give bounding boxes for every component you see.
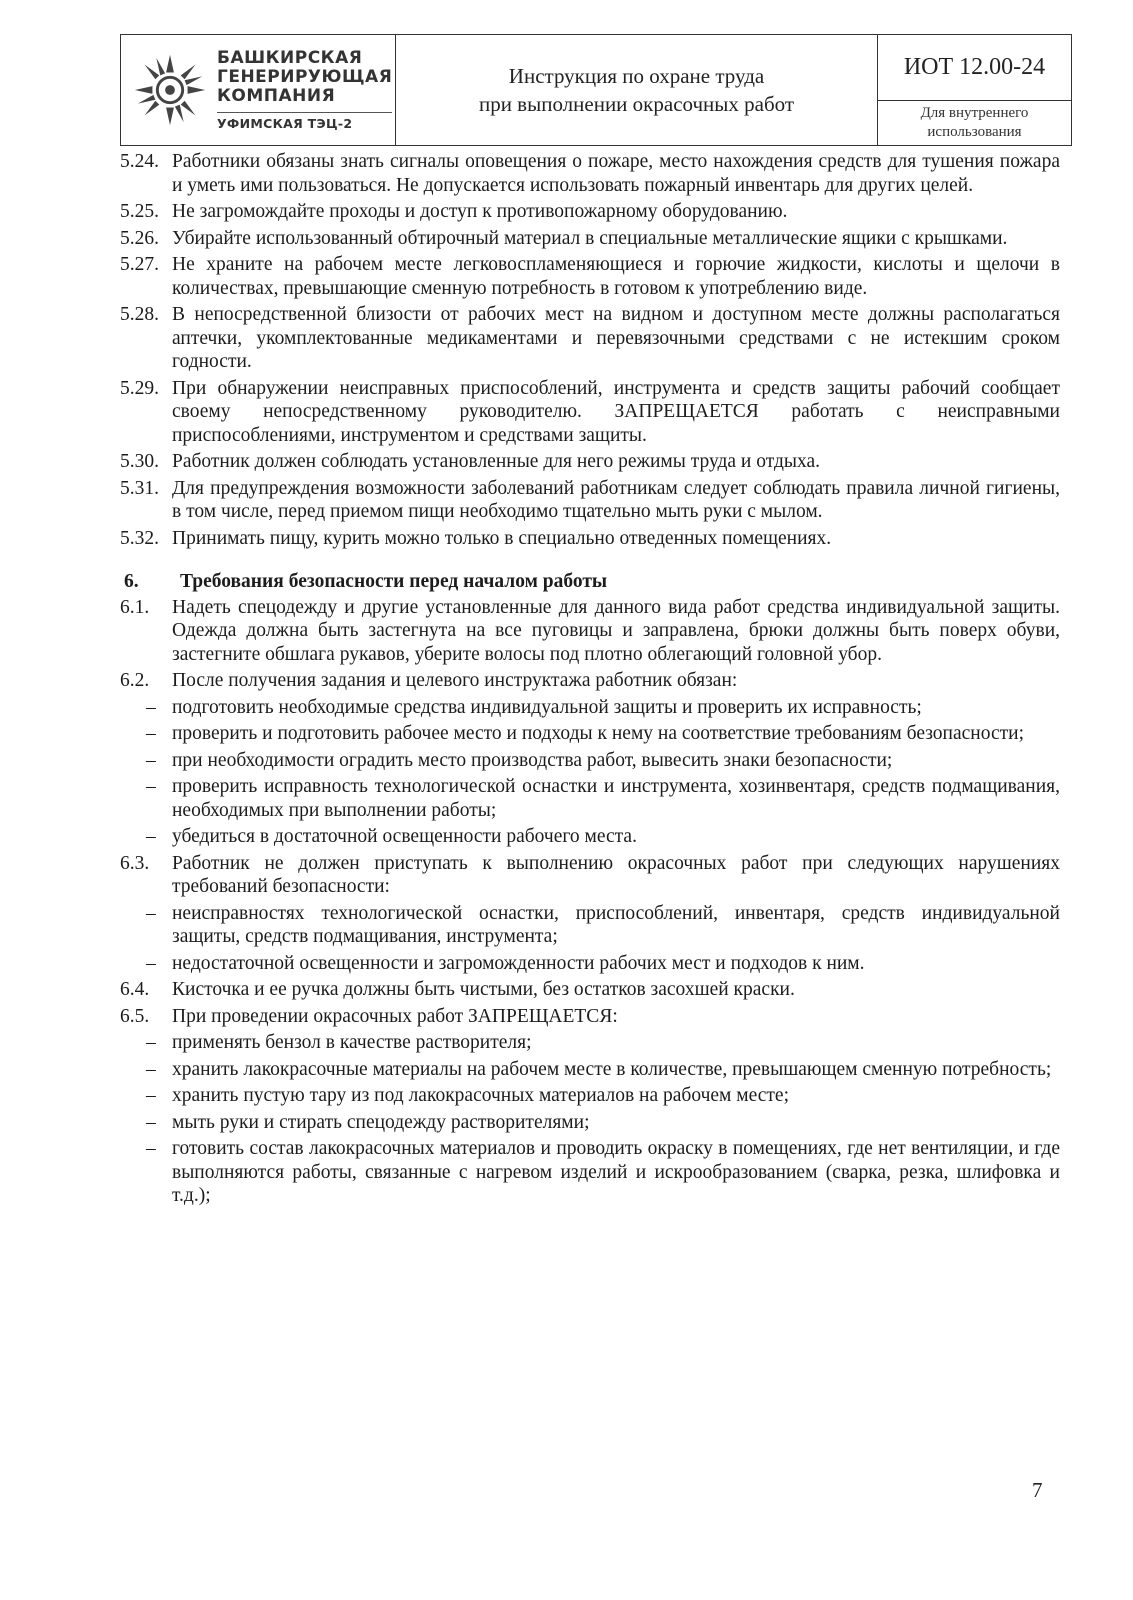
- item-text: Надеть спецодежду и другие установленные для данного вида работ средства индивидуальной защиты. Одежда должна быть застегнута на все пуговицы и заправлена, брюки должны быть поверх обуви, застегните обшлага рукавов, уберите волосы под плотно облегающий головной убор.: [172, 596, 1060, 665]
- item-text: В непосредственной близости от рабочих мест на видном и доступном месте должны располагаться аптечки, укомплектованные медикаментами и перевязочными средствами с не истекшим сроком годности.: [172, 304, 1060, 372]
- item-text: При проведении окрасочных работ ЗАПРЕЩАЕТСЯ:: [172, 1005, 618, 1027]
- list-item: [120, 477, 1060, 524]
- bullet-text: проверить исправность технологической оснастки и инструмента, хозинвентаря, средств подмащивания, необходимых при выполнении работы;: [172, 776, 1060, 821]
- list-item: [120, 978, 1060, 1002]
- bullet-dash: –: [146, 952, 156, 974]
- document-code: ИОТ 12.00-24: [878, 35, 1071, 101]
- bullet-item: [146, 1084, 1060, 1108]
- bullet-dash: –: [146, 1058, 156, 1080]
- company-name-line3: КОМПАНИЯ: [217, 86, 336, 106]
- bullet-dash: –: [146, 826, 156, 847]
- bullet-text: убедиться в достаточной освещенности рабочего места.: [172, 826, 637, 847]
- company-name-line1: БАШКИРСКАЯ: [217, 48, 363, 68]
- bullet-dash: –: [146, 723, 156, 744]
- bullet-dash: –: [146, 1111, 156, 1133]
- company-name: [217, 49, 392, 131]
- list-item: [120, 227, 1060, 251]
- bullet-dash: –: [146, 1032, 156, 1053]
- item-text: Убирайте использованный обтирочный материал в специальные металлические ящики с крышками.: [172, 227, 1008, 249]
- document-title: [396, 35, 878, 145]
- bullet-list-6-2: [120, 696, 1060, 849]
- item-number: 5.30.: [120, 451, 159, 472]
- list-item: [120, 527, 1060, 551]
- item-number: 6.5.: [120, 1005, 150, 1027]
- bullet-text: применять бензол в качестве растворителя;: [172, 1032, 532, 1053]
- bullet-dash: –: [146, 1138, 156, 1159]
- item-text: Работник должен соблюдать установленные для него режимы труда и отдыха.: [172, 451, 821, 472]
- bullet-item: [146, 902, 1060, 949]
- bullet-text: недостаточной освещенности и загроможденности рабочих мест и подходов к ним.: [172, 952, 865, 974]
- list-item: [120, 669, 1060, 693]
- bullet-text: подготовить необходимые средства индивидуальной защиты и проверить их исправность;: [172, 696, 922, 718]
- bullet-item: [146, 1137, 1060, 1208]
- document-meta: [878, 35, 1071, 145]
- branch-name: УФИМСКАЯ ТЭЦ-2: [217, 112, 392, 131]
- document-header: [120, 34, 1072, 146]
- item-text: Не храните на рабочем месте легковоспламеняющиеся и горючие жидкости, кислоты и щелочи в количествах, превышающие сменную потребность в готовом к употреблению виде.: [172, 254, 1060, 299]
- section-number: 6.: [124, 571, 139, 592]
- document-title-line1: Инструкция по охране труда: [508, 64, 765, 88]
- item-number: 6.4.: [120, 979, 150, 1000]
- bullet-dash: –: [146, 902, 156, 924]
- item-text: Работник не должен приступать к выполнению окрасочных работ при следующих нарушениях требований безопасности:: [172, 852, 1060, 897]
- bullet-text: готовить состав лакокрасочных материалов и проводить окраску в помещениях, где нет вентиляции, и где выполняются работы, связанные с нагревом изделий и искрообразованием (сварка, резка, шлифовка и т.д.);: [172, 1138, 1060, 1206]
- bullet-item: [146, 775, 1060, 822]
- bullet-item: [146, 825, 1060, 849]
- bullet-item: [146, 1058, 1060, 1082]
- item-text: После получения задания и целевого инструктажа работник обязан:: [172, 670, 738, 691]
- item-text: Не загромождайте проходы и доступ к противопожарному оборудованию.: [172, 201, 788, 222]
- bullet-list-6-3: [120, 902, 1060, 976]
- document-body: [120, 150, 1060, 1211]
- bullet-dash: –: [146, 776, 156, 797]
- item-number: 6.2.: [120, 670, 150, 691]
- item-number: 5.26.: [120, 227, 159, 249]
- bullet-list-6-5: [120, 1031, 1060, 1208]
- section-6-heading: [120, 570, 1060, 594]
- bullet-item: [146, 952, 1060, 976]
- bullet-text: при необходимости оградить место производства работ, вывесить знаки безопасности;: [172, 749, 893, 771]
- bullet-item: [146, 696, 1060, 720]
- item-number: 5.24.: [120, 151, 159, 172]
- bullet-text: хранить пустую тару из под лакокрасочных материалов на рабочем месте;: [172, 1085, 790, 1106]
- list-item: [120, 303, 1060, 374]
- section-5-items: [120, 150, 1060, 550]
- item-text: Работники обязаны знать сигналы оповещения о пожаре, место нахождения средств для тушения пожара и уметь ими пользоваться. Не допускается использовать пожарный инвентарь для других целей.: [172, 151, 1060, 196]
- company-name-line2: ГЕНЕРИРУЮЩАЯ: [217, 67, 393, 87]
- bullet-text: проверить и подготовить рабочее место и подходы к нему на соответствие требованиям безопасности;: [172, 723, 1024, 744]
- item-number: 5.29.: [120, 377, 159, 399]
- list-item: [120, 852, 1060, 899]
- bullet-item: [146, 722, 1060, 746]
- bullet-text: хранить лакокрасочные материалы на рабочем месте в количестве, превышающем сменную потребность;: [172, 1058, 1052, 1080]
- item-text: Кисточка и ее ручка должны быть чистыми, без остатков засохшей краски.: [172, 979, 795, 1000]
- company-logo-block: [121, 35, 396, 145]
- bullet-text: мыть руки и стирать спецодежду растворителями;: [172, 1111, 590, 1133]
- sun-turbine-logo-icon: [131, 51, 209, 129]
- list-item: [120, 150, 1060, 197]
- item-number: 6.3.: [120, 852, 150, 874]
- item-number: 6.1.: [120, 596, 150, 618]
- bullet-item: [146, 1111, 1060, 1135]
- item-number: 5.32.: [120, 527, 159, 549]
- bullet-item: [146, 1031, 1060, 1055]
- item-number: 5.25.: [120, 201, 159, 222]
- list-item: [120, 450, 1060, 474]
- bullet-dash: –: [146, 1085, 156, 1106]
- list-item: [120, 1005, 1060, 1029]
- item-number: 5.27.: [120, 254, 159, 275]
- item-text: При обнаружении неисправных приспособлений, инструмента и средств защиты рабочий сообщает своему непосредственному руководителю. ЗАПРЕЩАЕТСЯ работать с неисправными приспособлениями, инструментом и средствами защиты.: [172, 377, 1060, 446]
- list-item: [120, 596, 1060, 667]
- list-item: [120, 377, 1060, 448]
- bullet-dash: –: [146, 749, 156, 771]
- usage-note: Для внутреннего использования: [920, 105, 1029, 140]
- section-title: Требования безопасности перед началом работы: [180, 571, 608, 592]
- item-number: 5.31.: [120, 477, 159, 499]
- bullet-item: [146, 749, 1060, 773]
- item-text: Для предупреждения возможности заболеваний работникам следует соблюдать правила личной гигиены, в том числе, перед приемом пищи необходимо тщательно мыть руки с мылом.: [172, 477, 1060, 522]
- list-item: [120, 253, 1060, 300]
- bullet-text: неисправностях технологической оснастки, приспособлений, инвентаря, средств индивидуальной защиты, средств подмащивания, инструмента;: [172, 902, 1060, 947]
- bullet-dash: –: [146, 696, 156, 718]
- list-item: [120, 200, 1060, 224]
- item-text: Принимать пищу, курить можно только в специально отведенных помещениях.: [172, 527, 832, 549]
- page-number: 7: [1032, 1478, 1043, 1502]
- document-title-line2: при выполнении окрасочных работ: [478, 92, 795, 116]
- item-number: 5.28.: [120, 304, 159, 325]
